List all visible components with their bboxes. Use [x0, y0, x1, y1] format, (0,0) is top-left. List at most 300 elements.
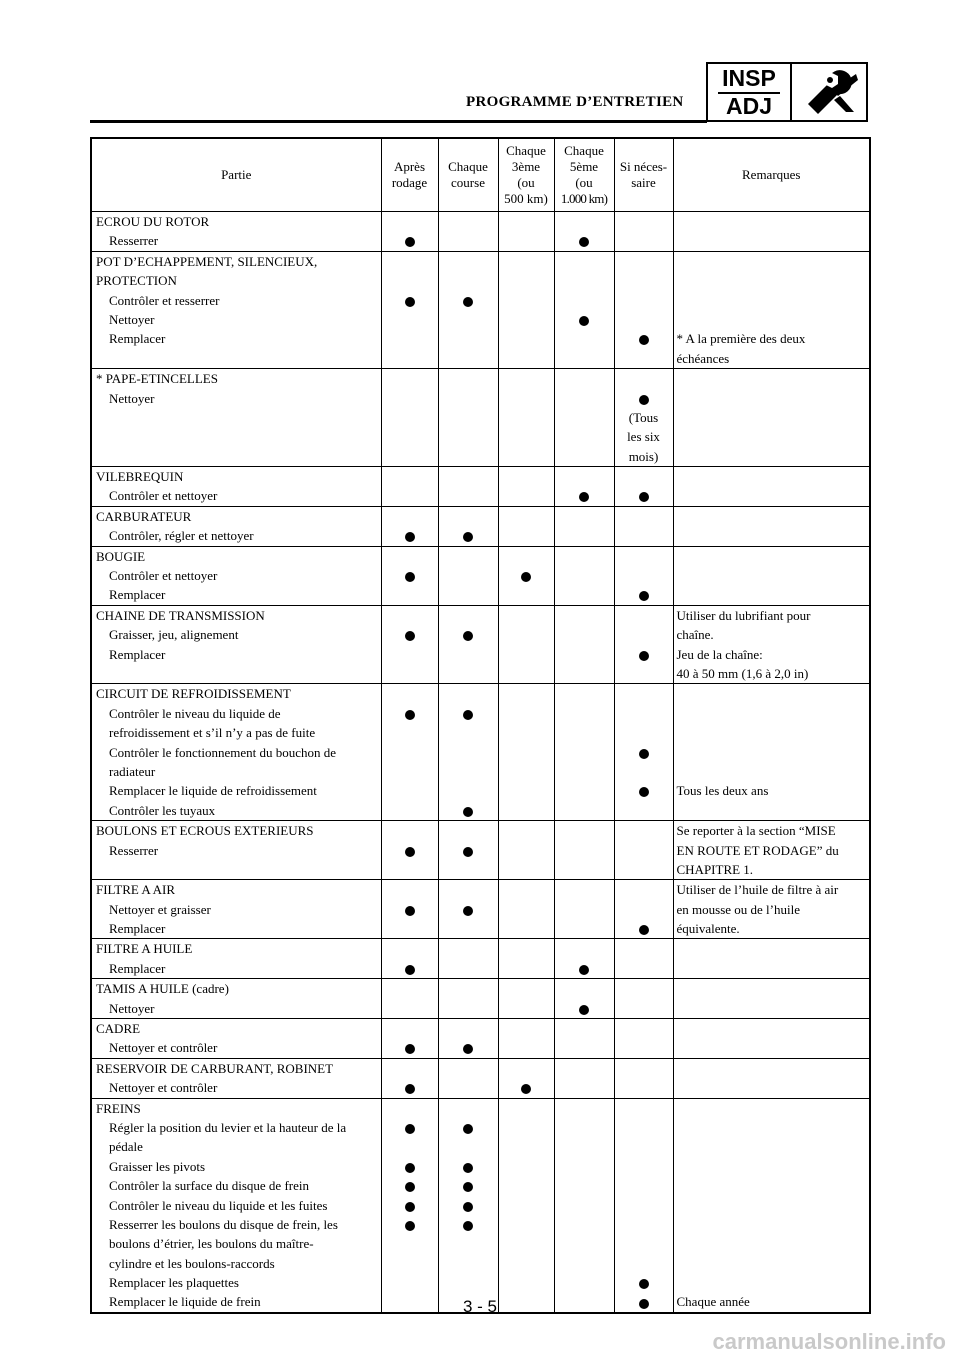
interval-slot	[615, 310, 673, 329]
interval-slot	[382, 723, 438, 742]
interval-slot	[439, 1078, 498, 1097]
interval-slot	[382, 252, 438, 271]
interval-slot	[382, 566, 438, 585]
page-title: PROGRAMME D’ENTRETIEN	[466, 94, 684, 110]
interval-slot	[382, 999, 438, 1018]
part-label: CADRE	[96, 1021, 141, 1037]
part-label: BOUGIE	[96, 548, 146, 564]
interval-slot	[382, 979, 438, 998]
interval-cell	[554, 1098, 614, 1313]
part-cell	[91, 1019, 381, 1059]
interval-slot	[615, 939, 673, 958]
interval-slot	[555, 585, 614, 604]
interval-slot	[439, 743, 498, 762]
interval-cell	[554, 684, 614, 821]
interval-slot	[615, 1254, 673, 1273]
remark-line	[674, 1099, 870, 1118]
interval-cell	[498, 467, 554, 507]
part-cell	[91, 212, 381, 252]
remark-line	[674, 389, 870, 408]
check-dot-icon	[405, 1084, 415, 1094]
interval-slot	[439, 860, 498, 879]
interval-cell	[498, 1019, 554, 1059]
column-header-line: Après	[393, 159, 426, 174]
interval-slot	[555, 979, 614, 998]
interval-cell	[498, 684, 554, 821]
interval-slot	[499, 231, 554, 250]
interval-cell	[438, 546, 498, 605]
interval-slot	[499, 1254, 554, 1273]
interval-cell	[614, 880, 673, 939]
interval-slot	[615, 880, 673, 899]
part-cell	[91, 1058, 381, 1098]
interval-slot	[382, 1118, 438, 1137]
interval-cell	[498, 546, 554, 605]
interval-slot	[382, 1099, 438, 1118]
interval-slot	[382, 427, 438, 446]
part-cell	[91, 939, 381, 979]
interval-slot	[382, 606, 438, 625]
part-label: CARBURATEUR	[96, 508, 192, 524]
interval-cell	[614, 1019, 673, 1059]
interval-slot	[555, 606, 614, 625]
check-dot-icon	[639, 591, 649, 601]
wrench-icon	[794, 64, 866, 120]
interval-cell	[554, 251, 614, 368]
check-dot-icon	[463, 1182, 473, 1192]
part-cell	[91, 880, 381, 939]
task-label: Contrôler les tuyaux	[109, 802, 216, 818]
interval-cell	[614, 251, 673, 368]
interval-cell	[498, 605, 554, 684]
page-number: 3 - 5	[462, 1297, 498, 1316]
interval-slot	[439, 684, 498, 703]
interval-slot	[615, 625, 673, 644]
interval-cell	[498, 1058, 554, 1098]
interval-cell	[554, 546, 614, 605]
column-header-line: (ou	[517, 175, 535, 190]
interval-cell	[554, 467, 614, 507]
interval-slot	[439, 959, 498, 978]
interval-cell	[438, 939, 498, 979]
interval-slot	[499, 821, 554, 840]
interval-slot	[555, 999, 614, 1018]
interval-slot	[499, 801, 554, 820]
table-header-row	[91, 138, 870, 212]
interval-slot	[499, 526, 554, 545]
interval-slot	[615, 1273, 673, 1292]
remark-line	[674, 467, 870, 486]
interval-slot	[439, 585, 498, 604]
part-cell	[91, 684, 381, 821]
interval-slot	[615, 684, 673, 703]
interval-cell	[554, 939, 614, 979]
interval-slot	[615, 821, 673, 840]
interval-slot	[499, 939, 554, 958]
check-dot-icon	[405, 1163, 415, 1173]
part-label: FREINS	[96, 1100, 141, 1116]
interval-slot	[382, 467, 438, 486]
interval-slot	[555, 1176, 614, 1195]
interval-slot	[439, 291, 498, 310]
part-label: CHAINE DE TRANSMISSION	[96, 607, 265, 623]
interval-slot	[499, 1118, 554, 1137]
interval-slot	[382, 389, 438, 408]
interval-slot	[499, 999, 554, 1018]
part-label: FILTRE A AIR	[96, 882, 175, 898]
remarks-cell	[673, 369, 870, 467]
interval-slot	[499, 1099, 554, 1118]
interval-slot	[499, 1157, 554, 1176]
interval-note: (Tous	[628, 409, 659, 425]
task-label: Remplacer les plaquettes	[109, 1275, 239, 1291]
part-label	[92, 664, 381, 683]
interval-slot	[555, 271, 614, 290]
interval-cell	[554, 1058, 614, 1098]
part-label	[92, 408, 381, 427]
interval-slot	[555, 252, 614, 271]
interval-cell	[381, 369, 438, 467]
interval-slot	[439, 389, 498, 408]
interval-slot	[499, 1215, 554, 1234]
interval-slot	[382, 271, 438, 290]
task-label: Remplacer	[109, 331, 166, 347]
remark-line	[674, 585, 870, 604]
task-label: Contrôler, régler et nettoyer	[109, 528, 254, 544]
interval-cell	[554, 1019, 614, 1059]
interval-slot	[555, 1196, 614, 1215]
interval-slot	[499, 979, 554, 998]
interval-slot	[615, 1099, 673, 1118]
remark-line: équivalente.	[676, 921, 740, 937]
interval-slot	[555, 447, 614, 466]
interval-slot	[615, 1059, 673, 1078]
interval-slot	[615, 1038, 673, 1057]
interval-slot	[615, 704, 673, 723]
interval-slot	[555, 212, 614, 231]
interval-cell	[381, 684, 438, 821]
table-row	[91, 821, 870, 880]
interval-slot	[499, 369, 554, 388]
interval-slot	[382, 310, 438, 329]
remark-line	[674, 271, 870, 290]
interval-cell	[614, 506, 673, 546]
interval-slot	[499, 664, 554, 683]
remark-line	[674, 1118, 870, 1137]
interval-slot	[555, 684, 614, 703]
interval-slot	[382, 645, 438, 664]
interval-slot	[499, 271, 554, 290]
interval-slot	[439, 1157, 498, 1176]
part-label	[92, 427, 381, 446]
interval-slot	[439, 704, 498, 723]
interval-slot	[439, 566, 498, 585]
remark-line	[674, 939, 870, 958]
interval-slot	[615, 585, 673, 604]
interval-slot	[382, 1078, 438, 1097]
interval-slot	[382, 684, 438, 703]
part-label: TAMIS A HUILE (cadre)	[96, 981, 229, 997]
task-label: Contrôler la surface du disque de frein	[109, 1178, 309, 1194]
remarks-cell	[673, 1058, 870, 1098]
interval-slot	[439, 231, 498, 250]
column-header	[91, 138, 381, 212]
interval-slot	[555, 959, 614, 978]
interval-cell	[554, 821, 614, 880]
remark-line	[674, 1019, 870, 1038]
part-label: BOULONS ET ECROUS EXTERIEURS	[96, 823, 314, 839]
interval-slot	[499, 427, 554, 446]
part-cell	[91, 979, 381, 1019]
interval-slot	[499, 408, 554, 427]
interval-slot	[439, 606, 498, 625]
interval-cell	[614, 605, 673, 684]
check-dot-icon	[463, 847, 473, 857]
check-dot-icon	[463, 532, 473, 542]
interval-slot	[555, 939, 614, 958]
interval-slot	[615, 919, 673, 938]
remark-line: * A la première des deux	[676, 331, 806, 347]
interval-slot	[615, 743, 673, 762]
interval-slot	[382, 329, 438, 348]
interval-cell	[438, 821, 498, 880]
interval-slot	[382, 1215, 438, 1234]
remark-line	[674, 1234, 870, 1253]
remark-line	[674, 427, 870, 446]
check-dot-icon	[639, 395, 649, 405]
remark-line	[674, 252, 870, 271]
column-header-line: Partie	[221, 167, 252, 182]
task-label: Contrôler et nettoyer	[109, 568, 218, 584]
interval-slot	[615, 252, 673, 271]
part-cell	[91, 251, 381, 368]
check-dot-icon	[521, 1084, 531, 1094]
column-header	[673, 138, 870, 212]
interval-slot	[555, 1215, 614, 1234]
interval-slot	[382, 625, 438, 644]
interval-slot	[382, 743, 438, 762]
column-header-line: 5ème	[569, 159, 599, 174]
remark-line	[674, 1078, 870, 1097]
remark-line	[674, 547, 870, 566]
task-label: Contrôler et nettoyer	[109, 488, 218, 504]
interval-slot	[615, 1019, 673, 1038]
interval-slot	[555, 860, 614, 879]
interval-cell	[614, 1058, 673, 1098]
interval-slot	[439, 801, 498, 820]
interval-slot	[555, 880, 614, 899]
interval-slot	[499, 880, 554, 899]
interval-slot	[439, 1273, 498, 1292]
task-label: Remplacer	[109, 646, 166, 662]
part-label: CIRCUIT DE REFROIDISSEMENT	[96, 686, 291, 702]
interval-slot	[499, 1176, 554, 1195]
check-dot-icon	[639, 335, 649, 345]
task-label: Resserrer	[109, 233, 159, 249]
interval-slot	[382, 959, 438, 978]
interval-cell	[614, 684, 673, 821]
interval-slot	[615, 959, 673, 978]
interval-slot	[615, 999, 673, 1018]
remark-line	[674, 801, 870, 820]
interval-slot	[499, 900, 554, 919]
column-header	[554, 138, 614, 212]
interval-cell	[381, 251, 438, 368]
interval-slot	[499, 959, 554, 978]
interval-cell	[498, 1098, 554, 1313]
task-label: Nettoyer	[109, 1000, 155, 1016]
interval-slot	[555, 389, 614, 408]
remark-line	[674, 486, 870, 505]
interval-slot	[499, 704, 554, 723]
column-header-line: Chaque	[564, 143, 604, 158]
interval-slot	[499, 349, 554, 368]
interval-slot	[555, 467, 614, 486]
remark-line: 40 à 50 mm (1,6 à 2,0 in)	[676, 665, 809, 681]
interval-slot	[439, 841, 498, 860]
interval-slot	[382, 1176, 438, 1195]
check-dot-icon	[639, 492, 649, 502]
remark-line: Chaque année	[676, 1294, 750, 1310]
task-label: Nettoyer et contrôler	[109, 1080, 218, 1096]
interval-slot	[382, 1137, 438, 1156]
interval-slot	[382, 369, 438, 388]
interval-slot	[439, 1254, 498, 1273]
interval-slot	[555, 427, 614, 446]
interval-slot	[499, 467, 554, 486]
interval-slot	[499, 252, 554, 271]
task-label: Nettoyer et graisser	[109, 901, 211, 917]
interval-slot	[615, 486, 673, 505]
column-header-line: 3ème	[511, 159, 541, 174]
interval-slot	[439, 467, 498, 486]
interval-slot	[615, 329, 673, 348]
interval-cell	[381, 212, 438, 252]
interval-slot	[555, 1099, 614, 1118]
interval-cell	[438, 605, 498, 684]
check-dot-icon	[579, 316, 589, 326]
interval-cell	[381, 880, 438, 939]
remark-line	[674, 507, 870, 526]
interval-slot	[499, 743, 554, 762]
task-label: Graisser, jeu, alignement	[109, 627, 239, 643]
interval-slot	[615, 841, 673, 860]
interval-slot	[615, 781, 673, 800]
interval-slot	[382, 486, 438, 505]
part-cell	[91, 546, 381, 605]
interval-slot	[499, 1137, 554, 1156]
remark-line: chaîne.	[676, 627, 714, 643]
remark-line	[674, 1215, 870, 1234]
interval-slot	[439, 349, 498, 368]
table-row	[91, 1019, 870, 1059]
interval-slot	[499, 781, 554, 800]
task-label: Nettoyer et contrôler	[109, 1040, 218, 1056]
column-header	[438, 138, 498, 212]
task-label: Contrôler le niveau du liquide de	[109, 705, 281, 721]
interval-slot	[382, 1273, 438, 1292]
remarks-cell	[673, 821, 870, 880]
interval-cell	[381, 1058, 438, 1098]
remark-line	[674, 1176, 870, 1195]
interval-slot	[555, 291, 614, 310]
remark-line	[674, 1273, 870, 1292]
check-dot-icon	[405, 1221, 415, 1231]
interval-slot	[555, 1273, 614, 1292]
table-body	[91, 212, 870, 1313]
interval-slot	[439, 723, 498, 742]
interval-slot	[615, 389, 673, 408]
interval-cell	[438, 1058, 498, 1098]
remark-line	[674, 231, 870, 250]
part-cell	[91, 605, 381, 684]
interval-slot	[555, 781, 614, 800]
interval-cell	[438, 251, 498, 368]
interval-slot	[499, 1196, 554, 1215]
interval-slot	[499, 762, 554, 781]
interval-slot	[555, 723, 614, 742]
remark-line	[674, 684, 870, 703]
interval-slot	[555, 526, 614, 545]
interval-slot	[555, 349, 614, 368]
interval-cell	[438, 684, 498, 821]
part-cell	[91, 821, 381, 880]
task-label: Remplacer le liquide de frein	[109, 1294, 261, 1310]
remarks-cell	[673, 979, 870, 1019]
interval-cell	[498, 979, 554, 1019]
interval-cell	[554, 506, 614, 546]
interval-slot	[499, 1059, 554, 1078]
interval-slot	[382, 880, 438, 899]
task-label: Remplacer	[109, 960, 166, 976]
task-label: Graisser les pivots	[109, 1158, 206, 1174]
interval-slot	[382, 1157, 438, 1176]
check-dot-icon	[405, 965, 415, 975]
interval-slot	[615, 645, 673, 664]
interval-cell	[614, 546, 673, 605]
check-dot-icon	[463, 1202, 473, 1212]
interval-cell	[381, 979, 438, 1019]
interval-cell	[438, 212, 498, 252]
interval-slot	[555, 329, 614, 348]
interval-slot	[555, 1157, 614, 1176]
task-label: pédale	[109, 1139, 143, 1155]
remark-line	[674, 743, 870, 762]
interval-slot	[555, 919, 614, 938]
remarks-cell	[673, 880, 870, 939]
column-header	[498, 138, 554, 212]
interval-slot	[499, 860, 554, 879]
interval-slot	[439, 625, 498, 644]
column-header-line: (ou	[575, 175, 593, 190]
table-row	[91, 251, 870, 368]
remarks-cell	[673, 546, 870, 605]
remarks-cell	[673, 605, 870, 684]
badge-text-box	[708, 64, 792, 120]
interval-slot	[382, 860, 438, 879]
interval-slot	[615, 723, 673, 742]
part-label: VILEBREQUIN	[96, 469, 184, 485]
interval-slot	[439, 1118, 498, 1137]
interval-slot	[382, 801, 438, 820]
interval-cell	[381, 506, 438, 546]
check-dot-icon	[639, 749, 649, 759]
table-row	[91, 212, 870, 252]
interval-slot	[439, 526, 498, 545]
interval-cell	[498, 821, 554, 880]
interval-slot	[439, 507, 498, 526]
part-label	[92, 860, 381, 879]
